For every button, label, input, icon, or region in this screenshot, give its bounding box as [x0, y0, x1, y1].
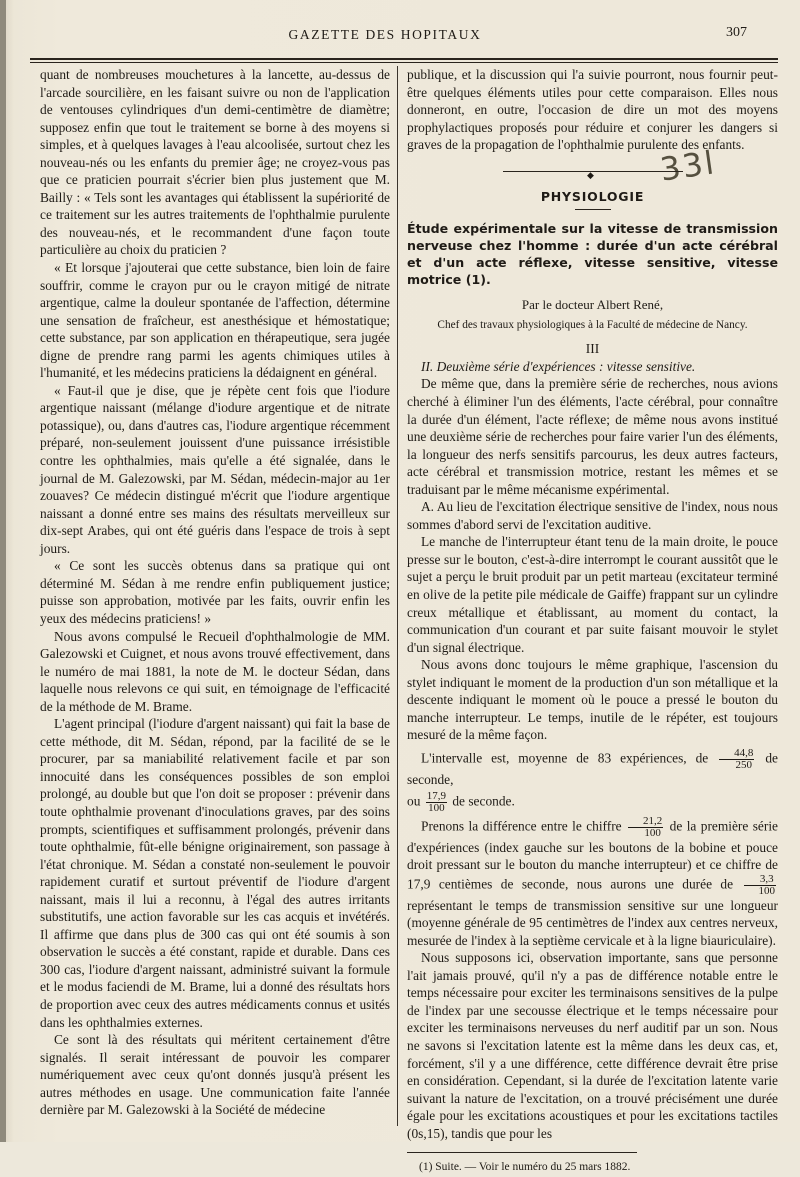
handwritten-annotation: 33l	[657, 143, 719, 189]
formula-paragraph: L'intervalle est, moyenne de 83 expériences, de $\frac{44,8}{250}$ de seconde,	[407, 746, 778, 787]
title-rule	[575, 209, 611, 210]
header-rule	[30, 58, 778, 60]
formula-paragraph: Prenons la différence entre le chiffre $\frac{21,2}{100}$ de la première série d'expériences (index gauche sur les boutons de la bobine et pouce droit pressant sur le bouton du manche interrupteur) et ce chiffre de 17,9 centièmes de seconde, nous aurons une durée de $\frac{3,3}{100}$ représentant le temps de transmission sensitive sur une longueur (moyenne générale de 95 centimètres de l'index aux centres nerveux, mesurée de l'index à la septième cervicale et à la ligne biauriculaire).	[407, 814, 778, 948]
paragraph: Nous supposons ici, observation importante, sans que personne l'ait jamais prouvé, qu'il n'y a pas de différence notable entre le temps nécessaire pour exciter les terminaisons sensitives de la pulpe de l'index par une secousse électrique et le temps nécessaire pour exciter les terminaisons nerveuses du nerf auditif par un son. Nous ne savons si l'excitation latente est la même dans les deux cas, et, forcément, s'il y a une différence, cette différence devrait être prise en considération. Cependant, si la durée de l'excitation latente varie suivant la nature de l'excitation, on a trouvé précisément une durée égale pour les excitations acoustiques et pour les excitations tactiles (0s,15), tandis que pour les	[407, 950, 778, 1141]
paragraph: De même que, dans la première série de recherches, nous avions cherché à éliminer l'un des éléments, l'acte cérébral, pour connaître la durée d'un élément, l'acte réflexe; de même nous avons institué une deuxième série de recherches pour faire varier l'un des éléments, la longueur des nerfs sensitifs parcourus, les deux autres facteurs, acte cérébral et transmission motrice, restant les mêmes et se traduisant par le même mécanisme expérimental.	[407, 376, 778, 497]
column-divider	[397, 66, 398, 1126]
formula-paragraph: ou $\frac{17,9}{100}$ de seconde.	[407, 789, 515, 814]
affiliation: Chef des travaux physiologiques à la Faculté de médecine de Nancy.	[437, 318, 748, 331]
paragraph: « Faut-il que je dise, que je répète cent fois que l'iodure argentique naissant (mélange d'iodure argentique et de nitrate potassique), ou, dans d'autres cas, l'iodure argentique récemment préparé, non-seulement jouissent d'une puissance irrésistible contre les ophthalmies, mais qu'elle a été signalée, dans le journal de M. Galezowski, par M. Sédan, médecin-major au 1er zouaves? Ce médecin distingué m'écrit que l'iodure argentique naissant a donné entre ses mains des résultats merveilleux sur dix-sept Arabes, qui ont été guéris dans l'espace de trois à sept jours.	[40, 382, 390, 556]
fraction: $\frac{44,8}{250}$	[719, 748, 754, 771]
running-header: GAZETTE DES HOPITAUX	[288, 27, 482, 42]
binding-edge	[0, 0, 6, 1142]
fraction: $\frac{21,2}{100}$	[628, 816, 663, 839]
paragraph: A. Au lieu de l'excitation électrique sensitive de l'index, nous nous sommes d'abord servi de l'excitation auditive.	[407, 499, 778, 532]
paragraph: « Ce sont les succès obtenus dans sa pratique qui ont déterminé M. Sédan à me rendre enfin publiquement justice; puisse son approbation, motivée par les faits, ouvrir enfin les yeux des médecins praticiens! »	[40, 558, 390, 626]
page-number: 307	[726, 25, 747, 40]
paragraph: Nous avons compulsé le Recueil d'ophthalmologie de MM. Galezowski et Cuignet, et nous avons trouvé effectivement, dans le numéro de mai 1881, la note de M. le docteur Sédan, dans laquelle nous relevons ce qui suit, en témoignage de l'efficacité de la méthode de M. Brame.	[40, 628, 390, 714]
fraction: $\frac{17,9}{100}$	[426, 789, 446, 814]
paragraph: publique, et la discussion qui l'a suivie pourront, nous fournir peut-être quelques éléments utiles pour cette comparaison. Elles nous donneront, en outre, l'occasion de dire un mot des moyens prophylactiques proposés pour réduire et conjurer les dangers si graves de la propagation de l'ophthalmie purulente des enfants.	[407, 67, 778, 153]
fraction: $\frac{3,3}{100}$	[744, 874, 777, 897]
left-column	[40, 66, 390, 1119]
byline: Par le docteur Albert René,	[521, 297, 664, 313]
paragraph: « Et lorsque j'ajouterai que cette substance, bien loin de faire souffrir, comme le crayon pur ou le crayon mitigé de nitrate argentique, calme la douleur spontanée de l'affection, détermine une sensation de fraîcheur, est anesthésique et hémostatique; cette substance, par son application en thérapeutique, sera jugée digne de prendre rang parmi les agents chimiques utiles à l'humanité, et les médecins praticiens la dédaignent en général.	[40, 260, 390, 381]
footnote: (1) Suite. — Voir le numéro du 25 mars 1882.	[419, 1161, 631, 1174]
subheading: II. Deuxième série d'expériences : vitesse sensitive.	[421, 358, 696, 374]
part-number: III	[585, 341, 600, 357]
paragraph: quant de nombreuses mouchetures à la lancette, au-dessus de l'arcade sourcilière, en les faisant suivre ou non de l'application de ventouses cylindriques d'un demi-centimètre de diamètre; supposez enfin que tout le traitement se borne à des moyens si simples, et à quelques lavages à l'eau alcoolisée, surtout chez les nouveau-nés ou les enfants du premier âge; ne croyez-vous pas que ce praticien pourrait s'écrier bien plus justement que M. Bailly : « Tels sont les avantages qui établissent la supériorité de ce traitement sur les autres traitements de l'ophthalmie purulente des nouveau-nés, et le recommandent d'une façon toute particulière au choix du praticien ?	[40, 67, 390, 258]
paragraph: L'agent principal (l'iodure d'argent naissant) qui fait la base de cette méthode, dit M. Sédan, répond, par la facilité de se le procurer, par sa maniabilité relativement facile et par son innocuité dans les conséquences possibles de son emploi prolongé, au double but que l'on doit se proposer : prévenir dans toute ophthalmie provenant d'inoculations graves, par des soins prompts, scientifiques et suffisamment prolongés, prévenir dans toute ophthalmie, fût-elle bénigne originairement, son passage à l'état chronique. M. Sédan a constaté non-seulement le pouvoir rapidement curatif et surtout préventif de l'iodure d'argent naissant, mais il lui a reconnu, à l'égal des autres irritants substitutifs, une action favorable sur les cas acquis et invétérés. Il affirme que dans plus de 300 cas qui ont été soumis à son observation le succès a été constant, rapide et durable. Dans ces 300 cas, l'iodure d'argent naissant, administré suivant la formule et le modus faciendi de M. Brame, lui a donné des résultats hors de proportion avec ceux des autres médicaments connus et usités dans les ophthalmies externes.	[40, 716, 390, 1030]
article-title: Étude expérimentale sur la vitesse de transmission nerveuse chez l'homme : durée d'un acte cérébral et d'un acte réflexe, vitesse sensitive, vitesse motrice (1).	[407, 221, 778, 288]
paragraph: Nous avons donc toujours le même graphique, l'ascension du stylet indiquant le moment de la production d'un son métallique et la descente indiquant le moment où le pouce a pressé le bouton du manche interrupteur. Le temps, inutile de le répéter, est toujours mesuré de la même façon.	[407, 657, 778, 743]
section-separator: ◆	[503, 164, 683, 178]
paragraph: Ce sont là des résultats qui méritent certainement d'être signalés. Il serait intéressant de pouvoir les comparer numériquement avec ceux qu'ont donnés jusqu'à présent les autres méthodes en usage. Une communication faite l'année dernière par M. Galezowski à la Société de médecine	[40, 1032, 390, 1118]
header-rule-thin	[30, 62, 778, 63]
paragraph: Le manche de l'interrupteur étant tenu de la main droite, le pouce presse sur le bouton, c'est-à-dire interrompt le courant aussitôt que le sujet a perçu le bruit produit par un petit marteau (excitateur terminé en olive de la petite pile médicale de Gaiffe) frappant sur un cylindre creux métallique et établissant, au moment du contact, la communication d'un courant et par suite faisant mouvoir le stylet d'un signal électrique.	[407, 534, 778, 655]
footnote-rule	[407, 1152, 637, 1153]
section-title: PHYSIOLOGIE	[540, 188, 645, 204]
right-column	[407, 66, 778, 1177]
